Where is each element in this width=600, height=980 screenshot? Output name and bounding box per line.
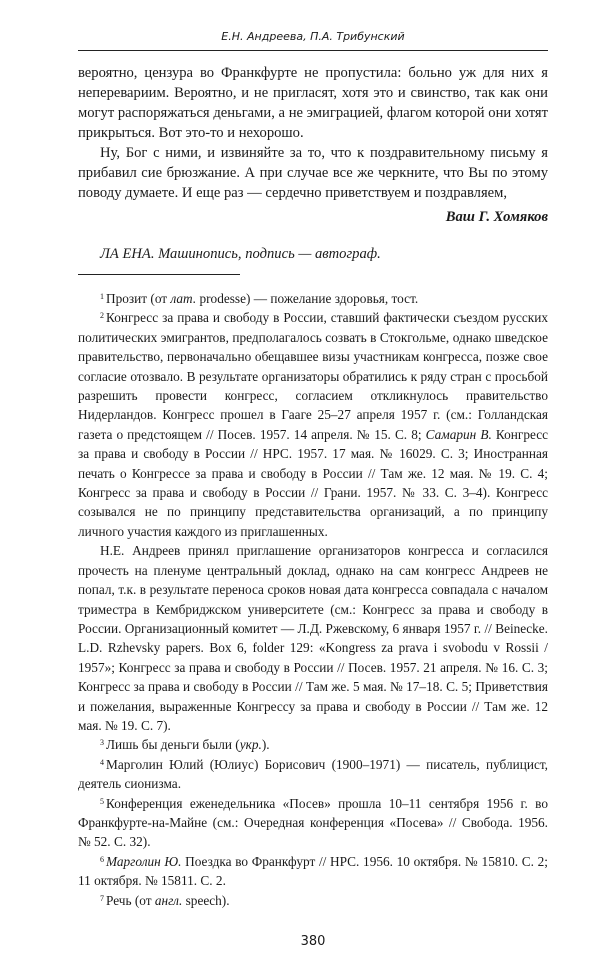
footnote	[78, 735, 548, 754]
footnote-text: Конференция еженедельника «Посев» прошла 10–11 сентября 1956 г. во Франкфурте-на-Майне (см.: Очередная конференция «Посева» // Свобода. 1956. № 52. С. 32).	[78, 795, 548, 850]
footnote-number: 4	[100, 757, 104, 767]
footnote-number: 3	[100, 738, 104, 748]
page	[78, 0, 548, 980]
footnote-text: Марголин Ю.	[106, 853, 182, 869]
footnote	[78, 852, 548, 891]
footnote	[78, 755, 548, 794]
footnote-number: 1	[100, 292, 104, 301]
running-header: Е.Н. Андреева, П.А. Трибунский	[221, 30, 405, 43]
signature: Ваш Г. Хомяков	[445, 209, 548, 225]
footnote-text: лат.	[170, 291, 197, 306]
footnote-text: укр.	[239, 737, 262, 753]
footnote-text: Конгресс за права и свободу в России // НРС. 1957. 17 мая. № 16029. С. 3; Иностранная печать о Конгрессе за права и свободу в России // Там же. 12 мая. № 19. С. 4; Конгресс за права и свободу в России // Грани. 1957. № 33. С. 3–4). Конгресс созывался не по принципу представительства организаций, а по принципу личного участия каждого из приглашенных.	[78, 426, 548, 539]
footnote-number: 5	[100, 796, 104, 806]
footnote-text: Поездка во Франкфурт // НРС. 1956. 10 октября. № 15810. С. 2; 11 октября. № 15811. С. 2.	[78, 853, 548, 889]
footnote	[78, 541, 548, 735]
footnote-number: 6	[100, 854, 104, 864]
footnote	[78, 289, 548, 308]
letter-paragraph: вероятно, цензура во Франкфурте не пропустила: больно уж для них я неперевариим. Вероятно, и не пригласят, хотя это и свинство, так как они могут распоряжаться деньгами, а не эмиграцией, флагом которой они хотят прикрыться. Вот это-то и нехорошо.	[78, 65, 548, 141]
footnote-text: Н.Е. Андреев принял приглашение организаторов конгресса и согласился прочесть на пленуме центральный доклад, однако на сам конгресс Андреев не попал, т.к. в результате переноса сроков новая дата конгресса совпадала с началом триместра в Кембриджском университете (см.: Конгресс за права и свободу в России. Организационный комитет — Л.Д. Ржевскому, 6 января 1957 г. // Beinecke. L.D. Rzhevsky papers. Box 6, folder 129: «Kongress za prava i svobodu v Rossii / 1957»; Конгресс за права и свободу в России // Посев. 1957. 21 апреля. № 16. С. 3; Конгресс за права и свободу в России // Там же. 5 мая. № 17–18. С. 5; Приветствия и пожелания, выраженные Конгрессу за права и свободу в России // Там же. 12 мая. № 19. С. 7).	[78, 543, 548, 733]
footnote	[78, 794, 548, 852]
footnote-text: Марголин Юлий (Юлиус) Борисович (1900–1971) — писатель, публицист, деятель сионизма.	[78, 756, 548, 792]
footnote-text: ).	[261, 737, 270, 753]
footnote-number: 7	[100, 893, 104, 903]
footnote-text: Речь (от	[106, 892, 155, 908]
footnote-rule	[78, 274, 240, 275]
letter-body	[78, 63, 548, 264]
source-note: ЛА ЕНА. Машинопись, подпись — автограф.	[100, 246, 381, 262]
header-rule	[78, 50, 548, 51]
footnote-text: Прозит (от	[106, 291, 171, 306]
footnote-text: Конгресс за права и свободу в России, ставший фактически съездом русских политических эмигрантов, предполагалось созвать в Стокгольме, однако шведское правительство, первоначально обещавшее визы участникам конгресса, позже свое согласие отозвало. В результате организаторы обратились к ряду стран с просьбой разрешить провести конгресс, согласием откликнулось правительство Нидерландов. Конгресс прошел в Гааге 25–27 апреля 1957 г. (см.: Голландская газета о предстоящем // Посев. 1957. 14 апреля. № 15. С. 8;	[78, 310, 548, 442]
page-number: 380	[300, 934, 326, 949]
footnote-text: Самарин В.	[425, 426, 492, 442]
footnote-text: speech).	[182, 892, 230, 908]
footnote	[78, 308, 548, 541]
footnote-text: Лишь бы деньги были (	[106, 737, 240, 753]
footnote-text: prodesse) — пожелание здоровья, тост.	[196, 291, 419, 306]
footnote	[78, 891, 548, 910]
footnote-text: англ.	[154, 892, 183, 908]
letter-paragraph: Ну, Бог с ними, и извиняйте за то, что к поздравительному письму я прибавил сие брюзжание. А при случае все же черкните, что Вы по этому поводу думаете. И еще раз — сердечно приветствуем и поздравляем,	[78, 145, 548, 201]
footnote-number: 2	[100, 311, 104, 321]
footnotes	[78, 289, 548, 910]
